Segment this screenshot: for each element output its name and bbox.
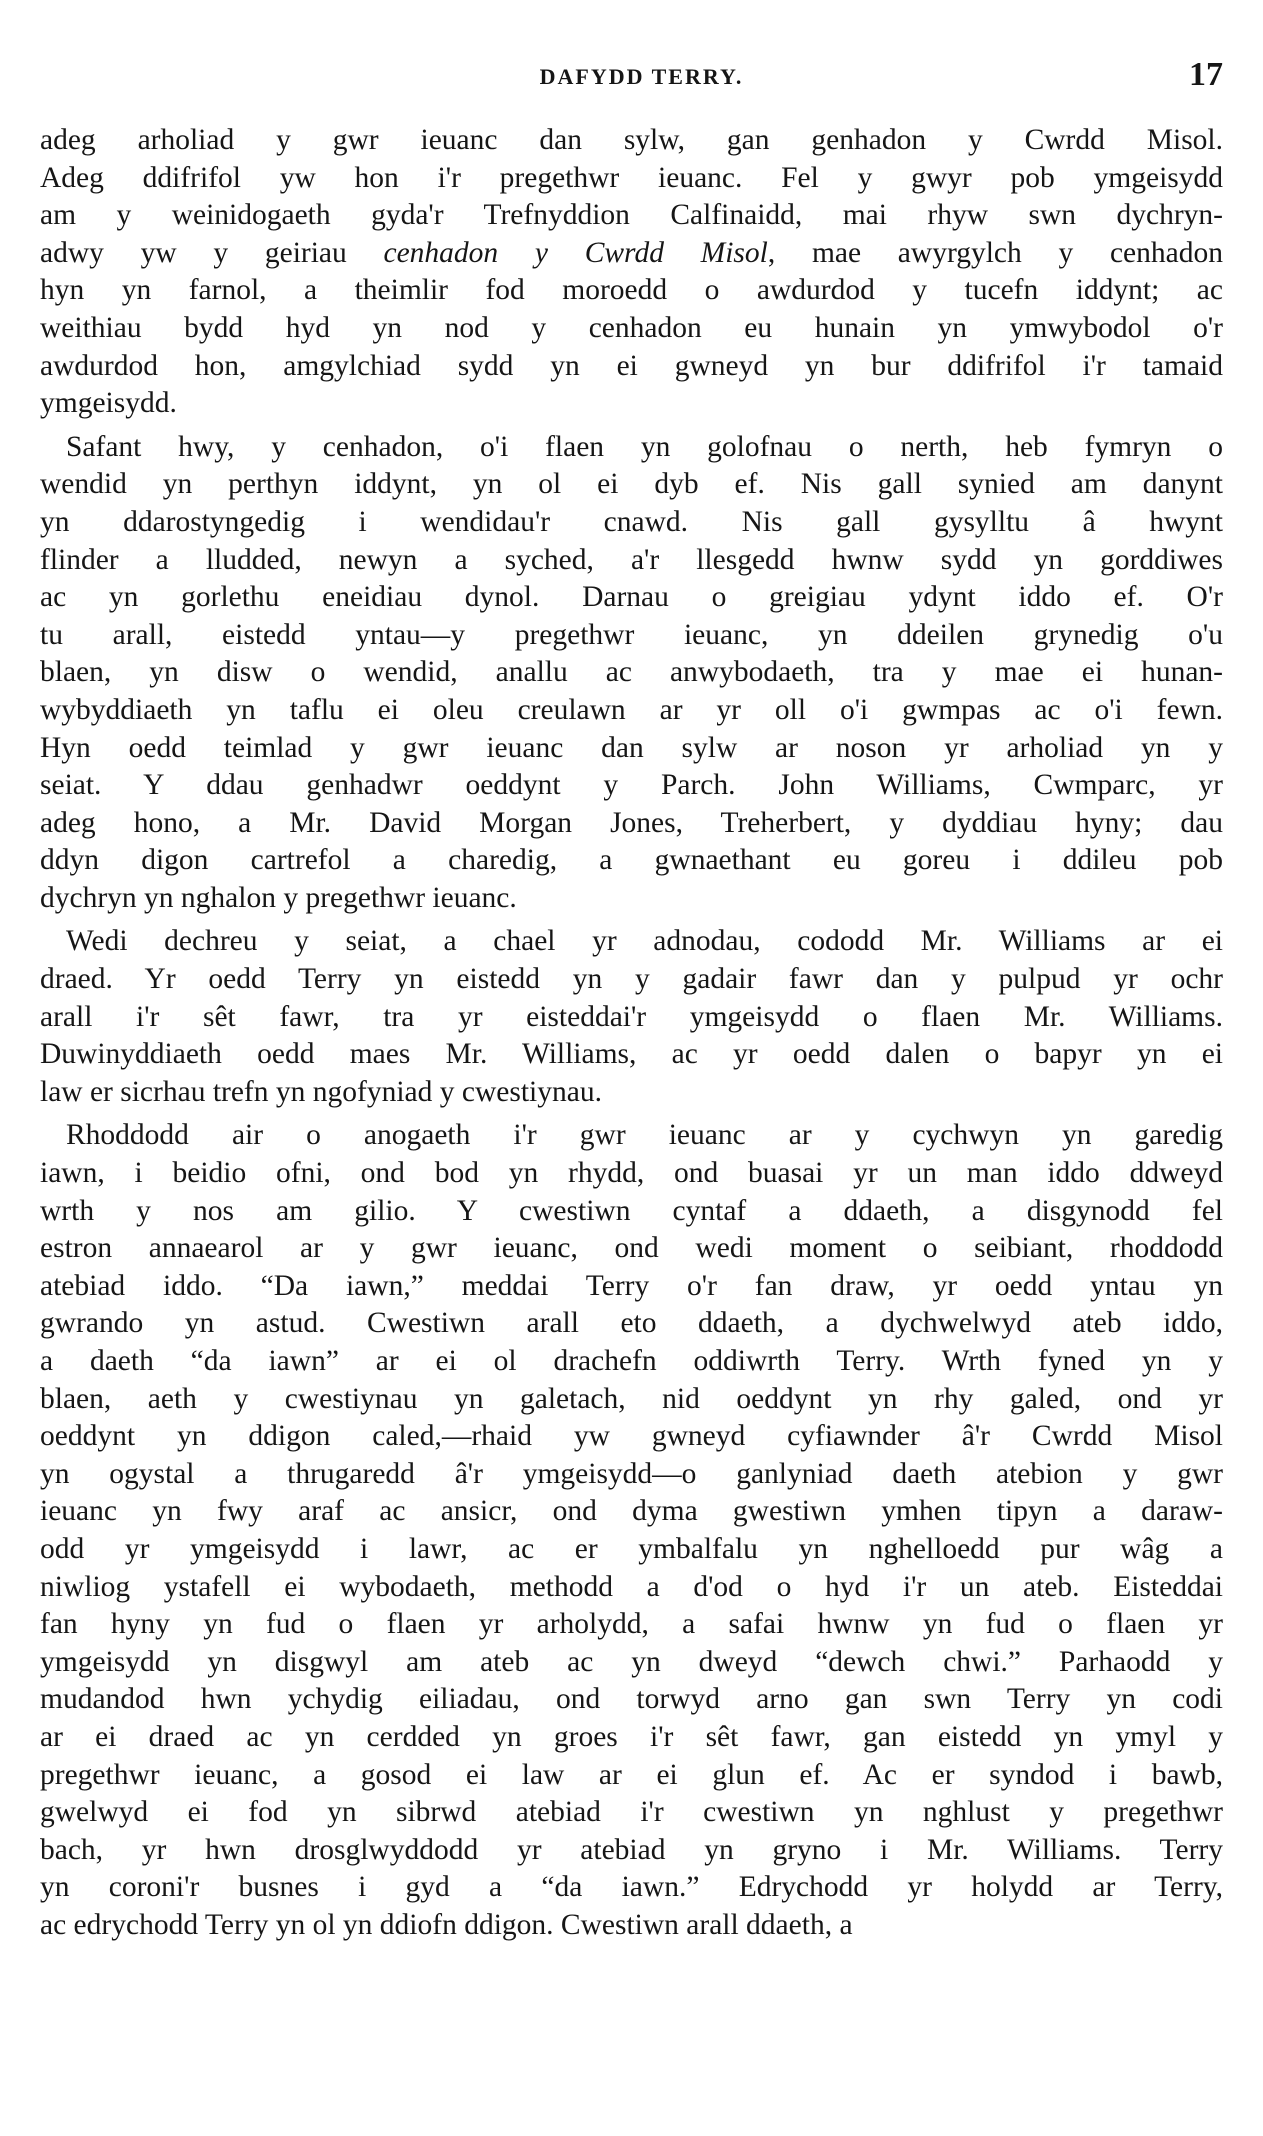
running-head	[40, 56, 1243, 106]
text-line: gwelwyd ei fod yn sibrwd atebiad i'r cwestiwn yn nghlust y pregethwr	[40, 1796, 1223, 1829]
text-line: blaen, aeth y cwestiynau yn galetach, nid oeddynt yn rhy galed, ond yr	[40, 1382, 1223, 1415]
text-line: dychryn yn nghalon y pregethwr ieuanc.	[40, 881, 517, 914]
text-line: ymgeisydd.	[40, 387, 177, 420]
text-line: hyn yn farnol, a theimlir fod moroedd o awdurdod y tucefn iddynt; ac	[40, 274, 1223, 307]
text-line: ymgeisydd yn disgwyl am ateb ac yn dweyd “dewch chwi.” Parhaodd y	[40, 1645, 1223, 1678]
italic-phrase: cenhadon y Cwrdd Misol	[383, 236, 768, 269]
text-line: adeg arholiad y gwr ieuanc dan sylw, gan genhadon y Cwrdd Misol.	[40, 124, 1223, 156]
text-line: arall i'r sêt fawr, tra yr eisteddai'r ymgeisydd o flaen Mr. Williams.	[40, 1000, 1223, 1033]
page-number: 17	[1189, 56, 1223, 93]
text-line: atebiad iddo. “Da iawn,” meddai Terry o'r fan draw, yr oedd yntau yn	[40, 1269, 1223, 1302]
text-line: flinder a lludded, newyn a syched, a'r llesgedd hwnw sydd yn gorddiwes	[40, 543, 1223, 576]
text-line: Duwinyddiaeth oedd maes Mr. Williams, ac yr oedd dalen o bapyr yn ei	[40, 1038, 1223, 1071]
text-line: blaen, yn disw o wendid, anallu ac anwybodaeth, tra y mae ei hunan-	[40, 656, 1223, 689]
running-title: DAFYDD TERRY.	[539, 64, 744, 89]
text-line: weithiau bydd hyd yn nod y cenhadon eu hunain yn ymwybodol o'r	[40, 311, 1223, 344]
paragraph	[40, 429, 1223, 918]
text-line: gwrando yn astud. Cwestiwn arall eto ddaeth, a dychwelwyd ateb iddo,	[40, 1307, 1223, 1340]
text-line: Wedi dechreu y seiat, a chael yr adnodau, cododd Mr. Williams ar ei	[66, 925, 1223, 958]
body-text	[40, 122, 1223, 1945]
text-line: ddyn digon cartrefol a charedig, a gwnaethant eu goreu i ddileu pob	[40, 844, 1223, 877]
text-line: wrth y nos am gilio. Y cwestiwn cyntaf a ddaeth, a disgynodd fel	[40, 1194, 1223, 1227]
text-line: estron annaearol ar y gwr ieuanc, ond wedi moment o seibiant, rhoddodd	[40, 1232, 1223, 1265]
paragraph	[40, 1117, 1223, 1944]
text-line: Hyn oedd teimlad y gwr ieuanc dan sylw ar noson yr arholiad yn y	[40, 731, 1223, 764]
text-line: ieuanc yn fwy araf ac ansicr, ond dyma gwestiwn ymhen tipyn a daraw-	[40, 1495, 1223, 1528]
text-line: yn coroni'r busnes i gyd a “da iawn.” Edrychodd yr holydd ar Terry,	[40, 1871, 1223, 1904]
text-line: Safant hwy, y cenhadon, o'i flaen yn golofnau o nerth, heb fymryn o	[66, 430, 1223, 463]
text-line: wendid yn perthyn iddynt, yn ol ei dyb ef. Nis gall synied am danynt	[40, 468, 1223, 501]
text-line: law er sicrhau trefn yn ngofyniad y cwestiynau.	[40, 1075, 602, 1108]
text-line: mudandod hwn ychydig eiliadau, ond torwyd arno gan swn Terry yn codi	[40, 1683, 1223, 1716]
text-line: am y weinidogaeth gyda'r Trefnyddion Calfinaidd, mai rhyw swn dychryn-	[40, 199, 1223, 232]
text-line: Rhoddodd air o anogaeth i'r gwr ieuanc ar y cychwyn yn garedig	[66, 1119, 1223, 1152]
text-line: tu arall, eistedd yntau—y pregethwr ieuanc, yn ddeilen grynedig o'u	[40, 618, 1223, 651]
text-line: bach, yr hwn drosglwyddodd yr atebiad yn gryno i Mr. Williams. Terry	[40, 1833, 1223, 1866]
text-line: fan hyny yn fud o flaen yr arholydd, a safai hwnw yn fud o flaen yr	[40, 1608, 1223, 1641]
text-line: ac yn gorlethu eneidiau dynol. Darnau o greigiau ydynt iddo ef. O'r	[40, 581, 1223, 614]
paragraph	[40, 122, 1223, 423]
text-line: ar ei draed ac yn cerdded yn groes i'r sêt fawr, gan eistedd yn ymyl y	[40, 1720, 1223, 1753]
text-line: iawn, i beidio ofni, ond bod yn rhydd, ond buasai yr un man iddo ddweyd	[40, 1157, 1223, 1190]
text-line: yn ddarostyngedig i wendidau'r cnawd. Nis gall gysylltu â hwynt	[40, 505, 1223, 538]
text-line: pregethwr ieuanc, a gosod ei law ar ei glun ef. Ac er syndod i bawb,	[40, 1758, 1223, 1791]
text-line: yn ogystal a thrugaredd â'r ymgeisydd—o ganlyniad daeth atebion y gwr	[40, 1457, 1223, 1490]
text-line: niwliog ystafell ei wybodaeth, methodd a d'od o hyd i'r un ateb. Eisteddai	[40, 1570, 1223, 1603]
paragraph	[40, 923, 1223, 1111]
text-line: a daeth “da iawn” ar ei ol drachefn oddiwrth Terry. Wrth fyned yn y	[40, 1345, 1223, 1377]
text-line: oeddynt yn ddigon caled,—rhaid yw gwneyd cyfiawnder â'r Cwrdd Misol	[40, 1420, 1223, 1453]
text-line: seiat. Y ddau genhadwr oeddynt y Parch. John Williams, Cwmparc, yr	[40, 769, 1223, 802]
text-line: draed. Yr oedd Terry yn eistedd yn y gadair fawr dan y pulpud yr ochr	[40, 963, 1223, 996]
text-line: ac edrychodd Terry yn ol yn ddiofn ddigon. Cwestiwn arall ddaeth, a	[40, 1908, 853, 1941]
text-line: awdurdod hon, amgylchiad sydd yn ei gwneyd yn bur ddifrifol i'r tamaid	[40, 349, 1223, 382]
text-line: wybyddiaeth yn taflu ei oleu creulawn ar yr oll o'i gwmpas ac o'i fewn.	[40, 693, 1223, 726]
text-line: odd yr ymgeisydd i lawr, ac er ymbalfalu yn nghelloedd pur wâg a	[40, 1532, 1223, 1565]
text-line: adeg hono, a Mr. David Morgan Jones, Treherbert, y dyddiau hyny; dau	[40, 806, 1223, 839]
text-line: adwy yw y geiriau cenhadon y Cwrdd Misol, mae awyrgylch y cenhadon	[40, 236, 1223, 269]
text-line: Adeg ddifrifol yw hon i'r pregethwr ieuanc. Fel y gwyr pob ymgeisydd	[40, 161, 1223, 194]
